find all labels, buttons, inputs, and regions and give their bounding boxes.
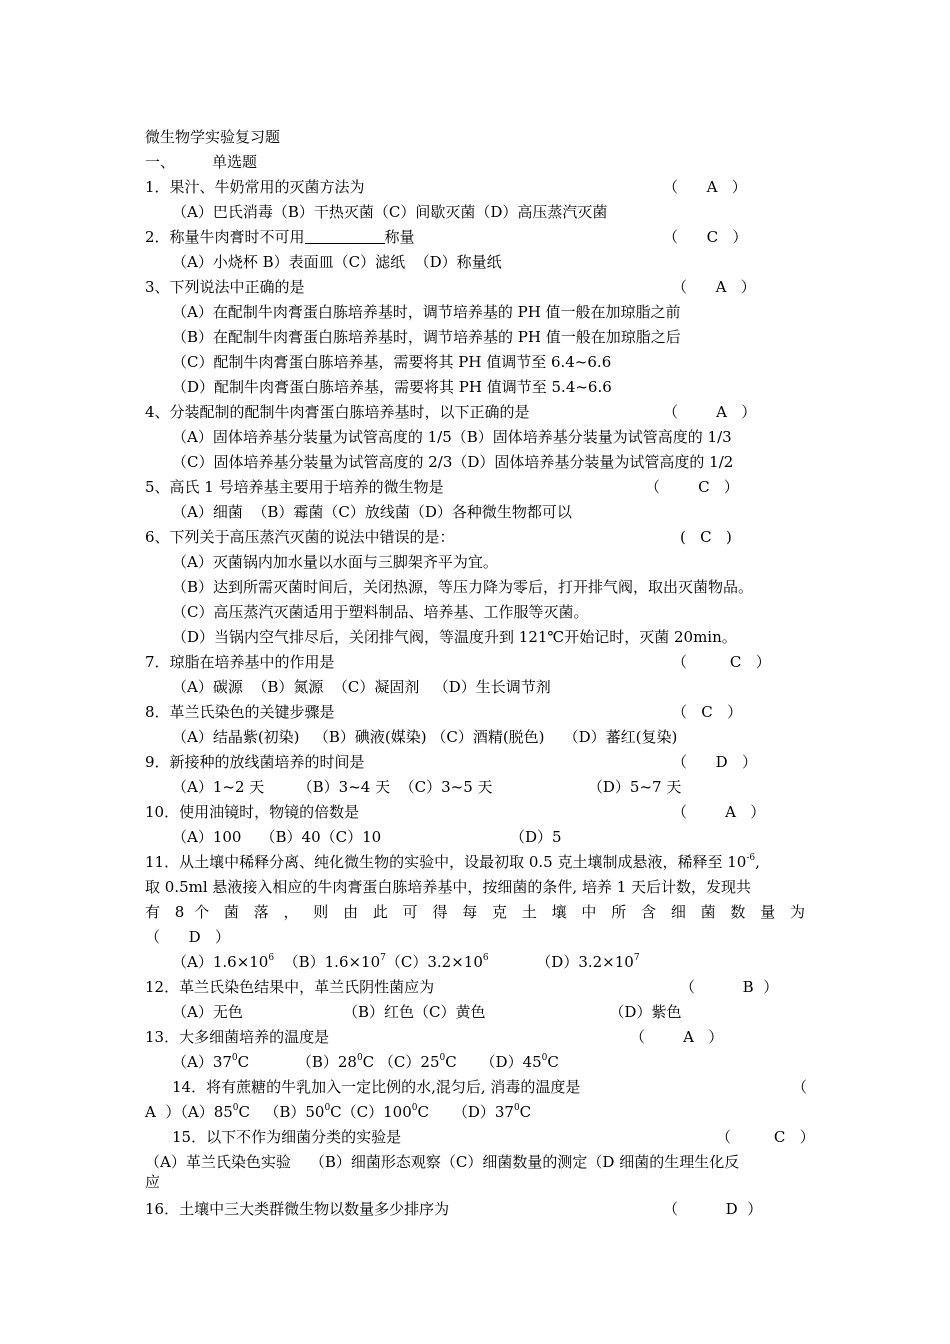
blank-underline [305,229,385,244]
question-3-option-b: （B）在配制牛肉膏蛋白胨培养基时，调节培养基的 PH 值一般在加琼脂之后 [172,328,681,346]
question-14-options: A ）$(A)85^0C$ $(B)50^0C(C)100^0C$ $(D)37^0C$ [145,1103,532,1121]
question-9-stem: 9．新接种的放线菌培养的时间是 [145,753,365,771]
question-8-stem: 8．革兰氏染色的关键步骤是 [145,703,335,721]
question-6-answer: ( C ) [680,528,732,546]
question-15-options-line1: （A）革兰氏染色实验 （B）细菌形态观察（C）细菌数量的测定（D 细菌的生理生化反 [145,1153,740,1171]
question-4-options-cd: （C）固体培养基分装量为试管高度的 2/3（D）固体培养基分装量为试管高度的 1/2 [172,453,734,471]
question-8-answer: （ C ） [672,703,743,721]
question-4-stem: 4、分装配制的配制牛肉膏蛋白胨培养基时，以下正确的是 [145,403,530,421]
question-10-answer: （ A ） [672,803,766,821]
question-11-stem-line1: 11．从土壤中稀释分离、纯化微生物的实验中，设最初取 0.5 克土壤制成悬液，稀释至 $10^{-6}$, [145,853,760,871]
question-3-option-c: （C）配制牛肉膏蛋白胨培养基，需要将其 PH 值调节至 6.4~6.6 [172,353,612,371]
question-12-answer: （ B ） [680,978,779,996]
question-9-options: （A）1~2 天 （B）3~4 天 （C）3~5 天 （D）5~7 天 [172,778,682,796]
question-15-options-line2: 应 [145,1173,161,1191]
question-6-option-a: （A）灭菌锅内加水量以水面与三脚架齐平为宜。 [172,553,498,571]
question-1-stem: 1．果汁、牛奶常用的灭菌方法为 [145,178,365,196]
question-2-answer: （ C ） [663,228,748,246]
question-11-stem-line3: 有 8 个 菌 落 ， 则 由 此 可 得 每 克 土 壤 中 所 含 细 菌 数 量 为 [145,903,805,921]
question-3-stem: 3、下列说法中正确的是 [145,278,305,296]
question-1-options: （A）巴氏消毒（B）干热灭菌（C）间歇灭菌（D）高压蒸汽灭菌 [172,203,608,221]
question-7-options: （A）碳源 （B）氮源 （C）凝固剂 （D）生长调节剂 [172,678,551,696]
question-2-options: （A）小烧杯 B）表面皿（C）滤纸 （D）称量纸 [172,253,502,271]
question-7-answer: （ C ） [672,653,771,671]
question-3-option-d: （D）配制牛肉膏蛋白胨培养基，需要将其 PH 值调节至 5.4~6.6 [172,378,612,396]
question-10-options: （A）100 （B）40（C）10 （D）5 [172,828,562,846]
question-11-options: $(A)1.6\times 10^6$ $(B)1.6\times 10^7(C)3.2\times 10^6$ $(D)3.2\times 10^7$ [172,953,640,971]
question-5-stem: 5、高氏 1 号培养基主要用于培养的微生物是 [145,478,444,496]
question-16-answer: （ D ） [663,1200,763,1218]
question-3-answer: （ A ） [672,278,756,296]
question-5-answer: （ C ） [645,478,739,496]
question-14-answer-open: （ [792,1078,808,1096]
question-6-option-b: （B）达到所需灭菌时间后，关闭热源，等压力降为零后，打开排气阀，取出灭菌物品。 [172,578,754,596]
document-title: 微生物学实验复习题 [145,128,281,146]
question-6-stem: 6、下列关于高压蒸汽灭菌的说法中错误的是： [145,528,455,546]
question-2-stem: 2．称量牛肉膏时不可用 称量 [145,228,415,246]
section-heading: 单选题 [212,153,258,171]
question-16-stem: 16．土壤中三大类群微生物以数量多少排序为 [145,1200,450,1218]
question-12-options: （A）无色 （B）红色（C）黄色 （D）紫色 [172,1003,682,1021]
question-14-stem: 14．将有蔗糖的牛乳加入一定比例的水,混匀后, 消毒的温度是 [172,1078,581,1096]
question-6-option-d: （D）当锅内空气排尽后，关闭排气阀，等温度升到 121℃开始记时，灭菌 20min。 [172,628,737,646]
question-11-stem-line2: 取 0.5ml 悬液接入相应的牛肉膏蛋白胨培养基中，按细菌的条件, 培养 1 天后计数，发现共 [145,878,752,896]
question-4-options-ab: （A）固体培养基分装量为试管高度的 1/5（B）固体培养基分装量为试管高度的 1/3 [172,428,732,446]
question-3-option-a: （A）在配制牛肉膏蛋白胨培养基时，调节培养基的 PH 值一般在加琼脂之前 [172,303,681,321]
question-13-stem: 13．大多细菌培养的温度是 [145,1028,330,1046]
question-15-answer: （ C ） [716,1128,815,1146]
question-15-stem: 15．以下不作为细菌分类的实验是 [172,1128,402,1146]
question-1-answer: （ A ） [663,178,747,196]
question-7-stem: 7．琼脂在培养基中的作用是 [145,653,335,671]
question-9-answer: （ D ） [672,753,757,771]
question-6-option-c: （C）高压蒸汽灭菌适用于塑料制品、培养基、工作服等灭菌。 [172,603,589,621]
question-8-options: （A）结晶紫(初染) （B）碘液(媒染) （C）酒精(脱色) （D）蕃红(复染) [172,728,678,746]
question-10-stem: 10．使用油镜时，物镜的倍数是 [145,803,360,821]
question-4-answer: （ A ） [663,403,757,421]
question-5-options: （A）细菌 （B）霉菌（C）放线菌（D）各种微生物都可以 [172,503,572,521]
question-12-stem: 12．革兰氏染色结果中，革兰氏阴性菌应为 [145,978,435,996]
question-11-answer: （ D ） [145,928,230,946]
section-number: 一、 [145,153,176,171]
question-13-options: $(A)37^0C$ $(B)28^0C$ $(C)25^0C$ $(D)45^0C$ [172,1053,559,1071]
question-13-answer: （ A ） [630,1028,724,1046]
